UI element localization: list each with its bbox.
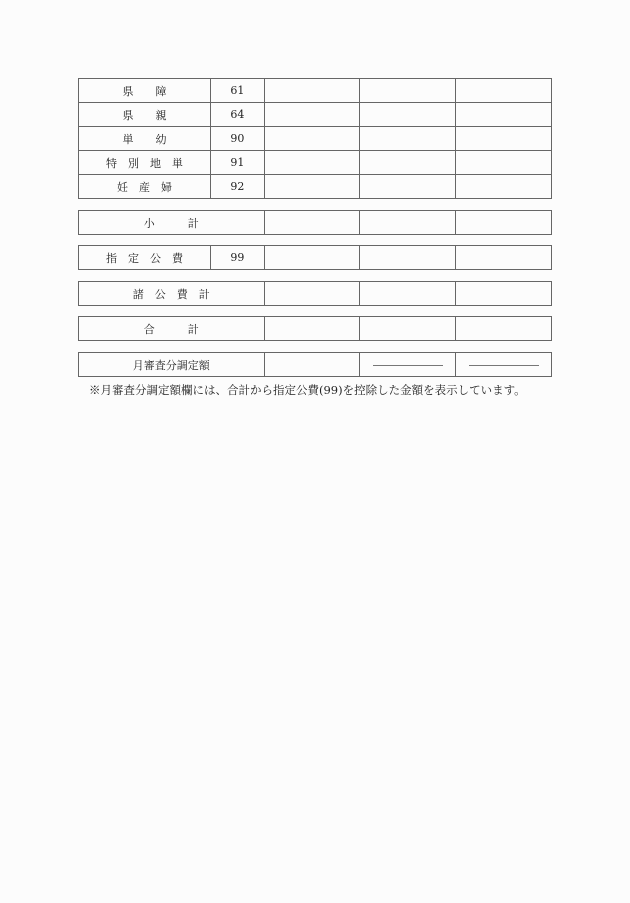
grand-total-label: 合 計 <box>79 317 265 341</box>
value-cell <box>264 151 360 175</box>
row-label: 単 幼 <box>79 127 211 151</box>
row-label: 特 別 地 単 <box>79 151 211 175</box>
value-cell <box>456 103 552 127</box>
row-code: 64 <box>211 103 264 127</box>
monthly-label: 月審査分調定額 <box>79 353 265 377</box>
footnote: ※月審査分調定額欄には、合計から指定公費(99)を控除した金額を表示しています。 <box>89 383 526 397</box>
value-cell <box>456 211 552 235</box>
public-expense-table <box>78 78 552 199</box>
row-code: 92 <box>211 175 264 199</box>
value-cell <box>264 103 360 127</box>
table-row <box>79 353 552 377</box>
dash-line <box>469 365 539 366</box>
value-cell <box>360 246 456 270</box>
subtotal-label: 小 計 <box>79 211 265 235</box>
table-row <box>79 151 552 175</box>
value-cell <box>456 175 552 199</box>
row-code: 91 <box>211 151 264 175</box>
value-cell <box>360 127 456 151</box>
value-cell <box>360 282 456 306</box>
value-cell <box>360 317 456 341</box>
value-cell <box>264 127 360 151</box>
value-cell <box>456 151 552 175</box>
value-cell <box>264 282 360 306</box>
public-total-table <box>78 281 552 306</box>
value-cell <box>456 79 552 103</box>
table-row <box>79 211 552 235</box>
value-cell <box>360 175 456 199</box>
value-cell <box>264 175 360 199</box>
row-code: 61 <box>211 79 264 103</box>
value-cell <box>360 103 456 127</box>
value-cell <box>456 246 552 270</box>
value-cell <box>456 317 552 341</box>
dash-cell <box>360 353 456 377</box>
designated-table <box>78 245 552 270</box>
row-label: 妊 産 婦 <box>79 175 211 199</box>
value-cell <box>360 79 456 103</box>
public-total-label: 諸 公 費 計 <box>79 282 265 306</box>
value-cell <box>456 282 552 306</box>
table-row <box>79 282 552 306</box>
monthly-table <box>78 352 552 377</box>
table-row <box>79 175 552 199</box>
table-row <box>79 79 552 103</box>
value-cell <box>264 353 360 377</box>
table-row <box>79 246 552 270</box>
subtotal-table <box>78 210 552 235</box>
dash-line <box>373 365 443 366</box>
value-cell <box>264 211 360 235</box>
row-code: 90 <box>211 127 264 151</box>
value-cell <box>264 79 360 103</box>
table-row <box>79 317 552 341</box>
designated-code: 99 <box>211 246 264 270</box>
value-cell <box>360 211 456 235</box>
value-cell <box>264 246 360 270</box>
row-label: 県 親 <box>79 103 211 127</box>
designated-label: 指 定 公 費 <box>79 246 211 270</box>
value-cell <box>360 151 456 175</box>
table-row <box>79 127 552 151</box>
value-cell <box>264 317 360 341</box>
grand-total-table <box>78 316 552 341</box>
row-label: 県 障 <box>79 79 211 103</box>
table-row <box>79 103 552 127</box>
value-cell <box>456 127 552 151</box>
dash-cell <box>456 353 552 377</box>
